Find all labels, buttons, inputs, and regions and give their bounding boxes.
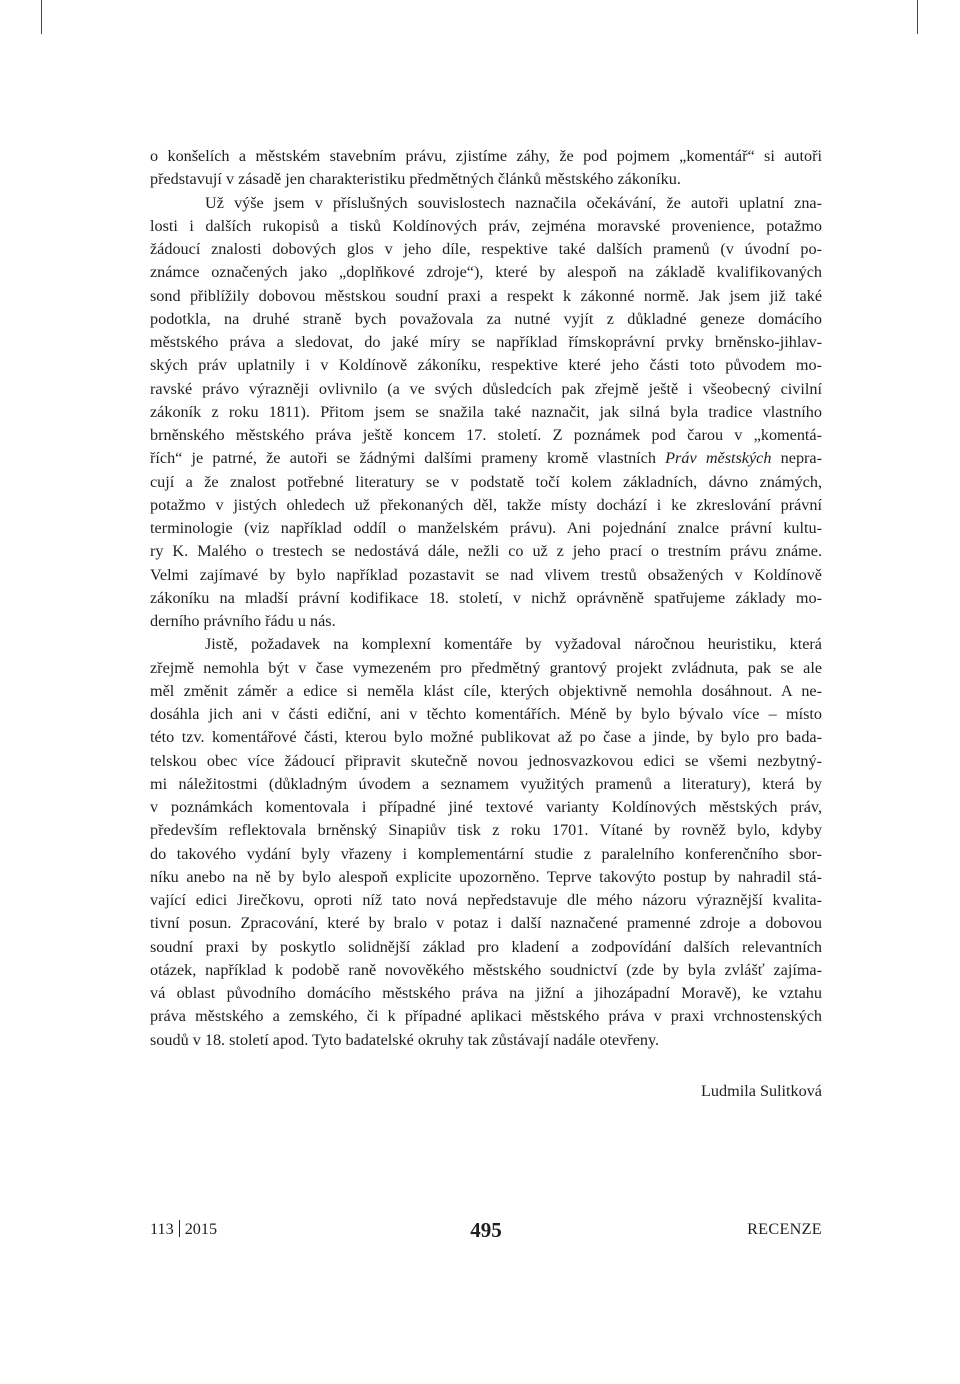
- text-line: [150, 168, 822, 191]
- text-line: [150, 750, 822, 773]
- text-line: [150, 192, 822, 215]
- review-body-text: [150, 145, 822, 1052]
- text-line-content: vající edici Jirečkovu, oproti níž tato nová nepředstavuje dle mého názoru výraznější kvalita-: [150, 891, 822, 909]
- text-line: [150, 866, 822, 889]
- text-line-content: níku anebo na ně by bylo alespoň explicite upozorněno. Teprve takovýto postup by nahradil stá-: [150, 867, 822, 886]
- text-line: [150, 145, 822, 168]
- text-line: [150, 447, 822, 470]
- text-line-content: městského práva a sledovat, do jaké míry se například římskoprávní prvky brněnsko-jihlav-: [150, 333, 822, 351]
- text-line: [150, 564, 822, 587]
- text-line-content: řích“ je patrné, že autoři se žádnými dalšími prameny kromě vlastních: [150, 449, 656, 468]
- text-line: [150, 843, 822, 866]
- text-line: [150, 657, 822, 680]
- text-line-content: cují a že znalost potřebné literatury se v podstatě točí kolem základních, dávno známých,: [150, 472, 822, 491]
- text-line-content: především reflektovala brněnský Sinapiův tisk z roku 1701. Vítané by rovněž bylo, kdyby: [150, 821, 822, 840]
- text-line: [150, 633, 822, 656]
- footer-year: 2015: [184, 1220, 218, 1238]
- text-line-content: Velmi zajímavé by bylo například pozastavit se nad vlivem trestů obsažených v Koldínově: [150, 565, 822, 584]
- text-line: [150, 378, 822, 401]
- text-line-content: Už výše jsem v příslušných souvislostech naznačila očekávání, že autoři uplatní zna-: [205, 193, 822, 212]
- text-line-content: v poznámkách komentovala i případné jiné textové varianty Koldínových městských práv,: [150, 798, 822, 816]
- text-line-content: brněnského městského práva ještě koncem 17. století. Z poznámek pod čarou v „komentá-: [150, 426, 822, 444]
- text-line-content: práva městského a zemského, či k případné aplikaci městského práva v praxi vrchnostenských: [150, 1007, 822, 1026]
- text-line: [150, 796, 822, 819]
- text-line-content: sond přiblížily dobovou městskou soudní praxi a respekt k zákonné normě. Jak jsem již také: [150, 286, 822, 305]
- footer-volume: 113: [150, 1220, 174, 1238]
- text-line-content: známce označených jako „doplňkové zdroje“), které by alespoň na základě kvalifikovaných: [150, 263, 822, 282]
- text-line-content: zákoníku na mladší právní kodifikace 18. století, v nichž oprávněně spatřujeme základy mo-: [150, 588, 822, 607]
- text-line: [150, 517, 822, 540]
- text-line-content: podotkla, na druhé straně bych považovala za nutné vyjít z důkladné geneze domácího: [150, 309, 822, 328]
- text-line-content: zřejmě nemohla být v čase vymezeném pro předmětný grantový projekt zvládnuta, pak se ale: [150, 658, 822, 677]
- text-line-content: mi náležitostmi (důkladným úvodem a seznamem využitých pramenů a literatury), která by: [150, 774, 822, 793]
- text-line: [150, 587, 822, 610]
- text-line: [150, 773, 822, 796]
- text-line: [150, 401, 822, 424]
- text-line: [150, 912, 822, 935]
- text-line: [150, 610, 822, 633]
- text-line-content: do takového vydání byly vřazeny i komplementární studie z paralelního konferenčního sbor-: [150, 844, 822, 863]
- text-line-content: telskou obec více žádoucí připravit skutečně novou jednosvazkovou edici se všemi nezbytný-: [150, 751, 822, 770]
- text-line-content: zákoník z roku 1811). Přitom jsem se snažila také naznačit, jak silná byla tradice vlastního: [150, 402, 822, 421]
- text-line: [150, 238, 822, 261]
- text-line: [150, 1005, 822, 1028]
- italic-title: Práv městských: [665, 449, 772, 468]
- text-line: [150, 331, 822, 354]
- text-line: [150, 215, 822, 238]
- footer-section: RECENZE: [747, 1220, 822, 1238]
- text-line: [150, 680, 822, 703]
- text-line-content: derního právního řádu u nás.: [150, 612, 336, 630]
- page-number: 495: [470, 1218, 502, 1242]
- text-line: [150, 1029, 822, 1052]
- text-line: [150, 703, 822, 726]
- crop-mark-left: [41, 0, 42, 34]
- text-line-content: vá oblast původního domácího městského práva na jižní a jihozápadní Moravě), ke vztahu: [150, 984, 822, 1002]
- text-line: [150, 982, 822, 1005]
- text-line: [150, 285, 822, 308]
- text-line: [150, 819, 822, 842]
- text-line: [150, 308, 822, 331]
- text-line: [150, 424, 822, 447]
- page-footer: [150, 1220, 822, 1250]
- text-line: [150, 261, 822, 284]
- text-line: [150, 959, 822, 982]
- text-line-content: představují v zásadě jen charakteristiku předmětných článků městského zákoníku.: [150, 170, 681, 189]
- text-line-content: ravské právo výrazněji ovlivnilo (a ve svých důsledcích pak zřejmě ještě i všeobecný civilní: [150, 379, 822, 398]
- text-line: [150, 354, 822, 377]
- text-line-content: tivní posun. Zpracování, které by bralo v potaz i další naznačené pramenné zdroje a dobovou: [150, 914, 822, 933]
- text-line: [150, 494, 822, 517]
- text-line-content: dosáhla jich ani v části ediční, ani v těchto komentářích. Méně by bylo bývalo více – místo: [150, 705, 822, 723]
- text-line-content: losti i dalších rukopisů a tisků Koldínových práv, zejména moravské provenience, potažmo: [150, 216, 822, 235]
- text-line-continuation: nepra-: [771, 449, 823, 468]
- text-line-content: této tzv. komentářové části, kterou bylo možné publikovat až po čase a jinde, by bylo pro bada-: [150, 728, 822, 747]
- text-line-content: měl změnit záměr a edice si neměla klást cíle, kterých objektivně nemohla dosáhnout. A ne-: [150, 681, 822, 700]
- text-line-content: Jistě, požadavek na komplexní komentáře by vyžadoval náročnou heuristiku, která: [205, 635, 822, 654]
- text-line-content: ských práv uplatnily i v Koldínově zákoníku, respektive které jeho části toto původem mo-: [150, 356, 822, 375]
- text-line: [150, 936, 822, 959]
- text-line-content: soudní praxi by poskytlo solidnější základ pro kladení a zodpovídání dalších relevantních: [150, 937, 822, 956]
- text-line-content: ry K. Malého o trestech se nedostává dále, nežli co už z jeho prací o trestním právu známe.: [150, 542, 822, 561]
- text-line-content: otázek, například k podobě raně novověkého městského soudnictví (zde by byla zvlášť zajíma-: [150, 960, 822, 979]
- text-line-content: o konšelích a městském stavebním právu, zjistíme záhy, že pod pojmem „komentář“ si autoři: [150, 147, 822, 165]
- text-line: [150, 726, 822, 749]
- text-line-content: potažmo v jistých ohledech už překonaných děl, takže místy dochází i ke zkreslování právní: [150, 495, 822, 514]
- text-line: [150, 889, 822, 912]
- author-signature: Ludmila Sulitková: [701, 1082, 822, 1100]
- crop-mark-right: [917, 0, 918, 34]
- text-line: [150, 471, 822, 494]
- text-line: [150, 540, 822, 563]
- text-line-content: soudů v 18. století apod. Tyto badatelské okruhy tak zůstávají nadále otevřeny.: [150, 1030, 660, 1049]
- text-line-content: terminologie (viz například oddíl o manželském právu). Ani pojednání znalce právní kultu-: [150, 519, 822, 537]
- text-line-content: žádoucí znalosti dobových glos v jeho díle, respektive také dalších pramenů (v úvodní po-: [150, 240, 822, 258]
